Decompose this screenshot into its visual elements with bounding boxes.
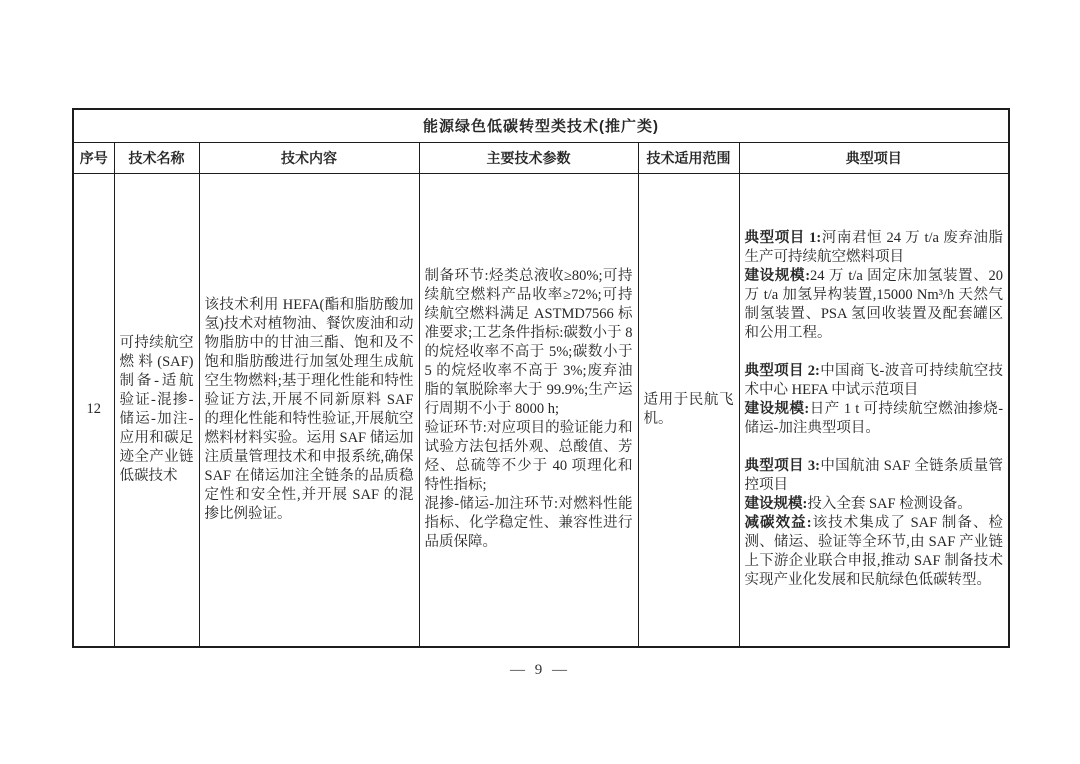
project-paragraph xyxy=(745,514,1004,590)
project-text: 中国航油 SAF 全链条质量管控项目 xyxy=(744,458,1004,494)
table-title-row xyxy=(73,109,1009,143)
project-text: 24 万 t/a 固定床加氢装置、20 万 t/a 加氢异构装置,15000 Nm³/h 天然气制氢装置、PSA 氢回收装置及配套罐区和公用工程。 xyxy=(744,268,1004,342)
header-tech-content: 技术内容 xyxy=(199,143,419,174)
cell-scope: 适用于民航飞机。 xyxy=(638,174,739,647)
header-index: 序号 xyxy=(73,143,114,174)
header-parameters: 主要技术参数 xyxy=(419,143,638,174)
project-paragraph xyxy=(745,267,1004,343)
header-typical-projects: 典型项目 xyxy=(739,143,1009,174)
project-text: 日产 1 t 可持续航空燃油掺烧-储运-加注典型项目。 xyxy=(744,401,1004,437)
project-paragraph xyxy=(745,362,1004,400)
cell-typical-projects xyxy=(739,174,1009,647)
project-text: 中国商飞-波音可持续航空技术中心 HEFA 中试示范项目 xyxy=(744,363,1004,399)
project-text: 该技术集成了 SAF 制备、检测、储运、验证等全环节,由 SAF 产业链上下游企业联合申报,推动 SAF 制备技术实现产业化发展和民航绿色低碳转型。 xyxy=(744,515,1004,589)
parameter-paragraph: 验证环节:对应项目的验证能力和试验方法包括外观、总酸值、芳烃、总硫等不少于 40 项理化和特性指标; xyxy=(424,420,633,494)
cell-tech-name: 可持续航空燃料(SAF)制备-适航验证-混掺-储运-加注-应用和碳足迹全产业链低碳技术 xyxy=(114,174,199,647)
project-label: 典型项目 3: xyxy=(744,458,820,475)
cell-index: 12 xyxy=(73,174,114,647)
header-scope: 技术适用范围 xyxy=(638,143,739,174)
cell-parameters xyxy=(419,174,638,647)
project-paragraph xyxy=(745,495,1004,514)
table-title: 能源绿色低碳转型类技术(推广类) xyxy=(73,109,1009,143)
table-header-row xyxy=(73,143,1009,174)
project-text: 河南君恒 24 万 t/a 废弃油脂生产可持续航空燃料项目 xyxy=(744,230,1004,266)
parameter-paragraph: 制备环节:烃类总液收≥80%;可持续航空燃料产品收率≥72%;可持续航空燃料满足 ASTMD7566 标准要求;工艺条件指标:碳数小于 8 的烷烃收率不高于 5%;碳数小于 5 的烷烃收率不高于 3%;废弃油脂的氧脱除率大于 99.9%;生产运行周期不小于 8000 h; xyxy=(424,268,633,418)
table-row xyxy=(73,174,1009,647)
project-label: 建设规模: xyxy=(744,496,808,513)
cell-tech-content: 该技术利用 HEFA(酯和脂肪酸加氢)技术对植物油、餐饮废油和动物脂肪中的甘油三酯、饱和及不饱和脂肪酸进行加氢处理生成航空生物燃料;基于理化性能和特性验证方法,开展不同新原料 SAF 的理化性能和特性验证,开展航空燃料材料实验。运用 SAF 储运加注质量管理技术和申报系统,确保 SAF 在储运加注全链条的品质稳定性和安全性,并开展 SAF 的混掺比例验证。 xyxy=(199,174,419,647)
technology-table xyxy=(72,108,1010,648)
page-number: — 9 — xyxy=(510,662,570,678)
project-label: 典型项目 2: xyxy=(744,363,820,380)
project-paragraph xyxy=(745,229,1004,267)
project-paragraph xyxy=(745,457,1004,495)
header-tech-name: 技术名称 xyxy=(114,143,199,174)
project-text: 投入全套 SAF 检测设备。 xyxy=(807,496,972,513)
project-label: 典型项目 1: xyxy=(744,230,822,247)
project-label: 减碳效益: xyxy=(744,515,812,532)
parameter-paragraph: 混掺-储运-加注环节:对燃料性能指标、化学稳定性、兼容性进行品质保障。 xyxy=(424,496,633,551)
project-paragraph xyxy=(745,400,1004,438)
project-label: 建设规模: xyxy=(744,268,811,285)
project-label: 建设规模: xyxy=(744,401,810,418)
